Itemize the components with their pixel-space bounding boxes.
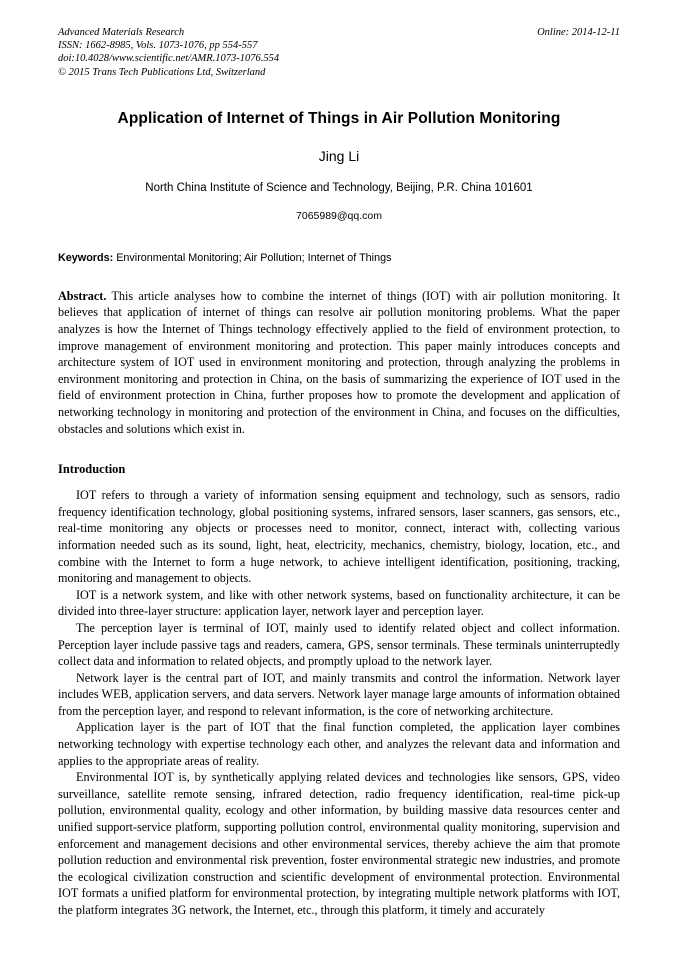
introduction-body: [58, 487, 620, 918]
paragraph: IOT refers to through a variety of information sensing equipment and technology, such as sensors, radio frequency identification technology, global positioning systems, infrared sensors, laser scanners, gas sensors, etc., real-time monitoring any objects or processes need to monitor, connect, interact with, collecting various information needed such as its sound, light, heat, electricity, mechanics, chemistry, biology, location, etc., and combine with the Internet to form a huge network, to achieve intelligent identification, positioning, tracking, monitoring and management to objects.: [58, 488, 620, 586]
journal-name: Advanced Materials Research: [58, 27, 185, 38]
page-title: Application of Internet of Things in Air Pollution Monitoring: [117, 109, 561, 127]
header-journal-info: [58, 26, 279, 79]
keywords-line: [58, 251, 620, 266]
paragraph: Environmental IOT is, by synthetically applying related devices and technologies like sensors, GPS, video surveillance, satellite remote sensing, infrared detection, radio frequency identification, real-time pick-up pollution, environmental quality, ecology and other information, by building massive data resources center and unified support-service platform, supporting pollution control, environmental quality monitoring, supervision and enforcement and management decisions and other environmental services, thereby achieve the aim that promote pollution reduction and environmental risk prevention, foster environmental strategic new industries, and promote the ecological civilization construction and scientific development of environmental protection. Environmental IOT formats a unified platform for environmental protection, by integrating multiple network platforms with IOT, the platform integrates 3G network, the Internet, etc., through this platform, it timely and accurately: [58, 770, 620, 917]
author-name: Jing Li: [318, 147, 360, 164]
journal-issn: ISSN: 1662-8985, Vols. 1073-1076, pp 554-557: [58, 40, 258, 52]
section-heading-introduction: Introduction: [58, 462, 126, 477]
page-header: [58, 26, 620, 79]
paragraph: Application layer is the part of IOT that the final function completed, the application layer combines networking technology with expertise technology each other, and analyzes the relevant data and information and applies to the appropriate areas of reality.: [58, 720, 620, 768]
paragraph: Network layer is the central part of IOT, and mainly transmits and control the information. Network layer includes WEB, application servers, and data servers. Network layer manage large amounts of information obtained from the perception layer, and respond to relevant information, is the core of networking architecture.: [58, 670, 620, 718]
journal-doi[interactable]: doi:10.4028/www.scientific.net/AMR.1073-1076.554: [58, 53, 280, 65]
journal-copyright: © 2015 Trans Tech Publications Ltd, Switzerland: [58, 66, 266, 78]
abstract-text: This article analyses how to combine the internet of things (IOT) with air pollution monitoring. It believes that application of internet of things can resolve air pollution monitoring problems. What the paper analyzes is how the Internet of Things technology effectively applied to the field of environment protection, to improve management of environment monitoring and protection. This paper mainly introduces concepts and architecture system of IOT used in environment monitoring and protection, through analyzing the problems in environment monitoring and protection in China, on the basis of summarizing the experience of IOT used in the field of environment protection in China, further proposes how to promote the development and application of networking technology in monitoring and protection of the environment in China, and focuses on the difficulties, obstacles and solutions which exist in.: [58, 288, 621, 436]
author-email[interactable]: 7065989@qq.com: [296, 209, 382, 222]
paragraph: IOT is a network system, and like with other network systems, based on functionality architecture, it can be divided into three-layer structure: application layer, network layer and perception layer.: [58, 587, 620, 619]
abstract-block: [58, 288, 620, 437]
author-affiliation: North China Institute of Science and Technology, Beijing, P.R. China 101601: [145, 181, 533, 194]
keywords-value: Environmental Monitoring; Air Pollution; Internet of Things: [116, 251, 392, 264]
abstract-label: Abstract.: [58, 288, 107, 303]
paragraph: The perception layer is terminal of IOT, mainly used to identify related object and collect information. Perception layer include passive tags and readers, camera, GPS, sensor terminals. These terminals uninterruptedly collect data and information to related objects, and promptly upload to the network layer.: [58, 620, 620, 669]
header-online-date: Online: 2014-12-11: [537, 27, 620, 38]
keywords-label: Keywords:: [58, 251, 114, 264]
